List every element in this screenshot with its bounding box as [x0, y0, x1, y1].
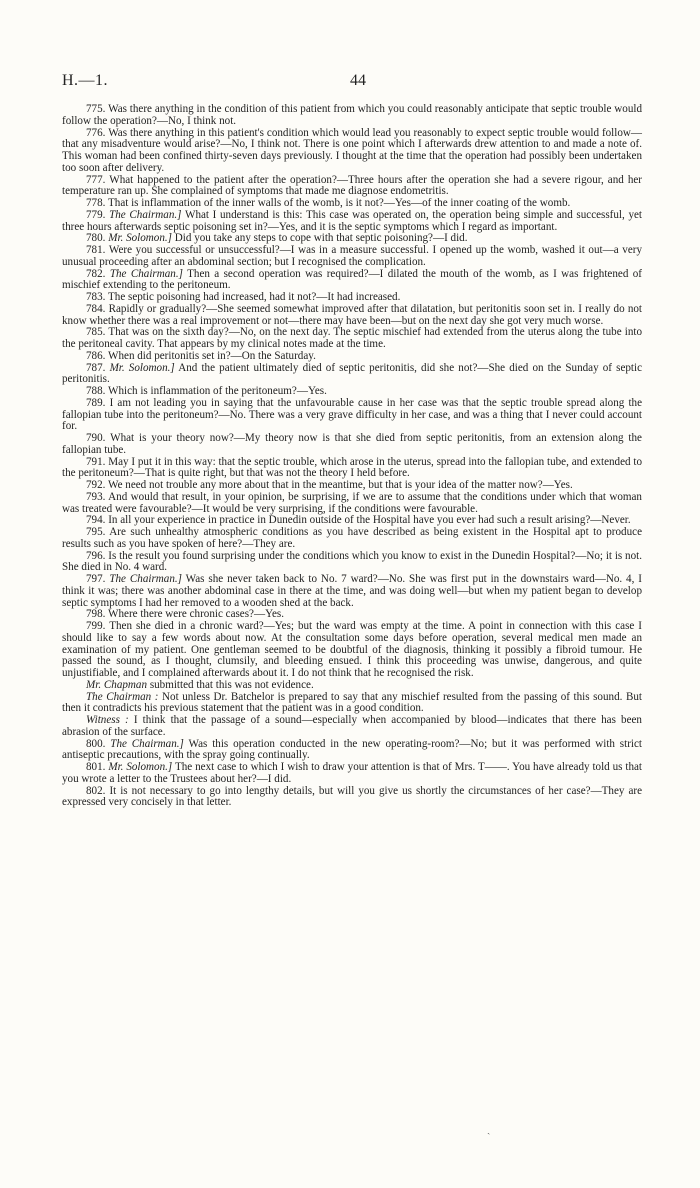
- paragraph-text: Was there anything in this patient's condition which would lead you reasonably to expect septic trouble would follow—that any misadventure would arise?—No, I think not. There is one point which I afterwards drew attention to and made a note of. This woman had been confined thirty-seven days previously. I thought at the time that the operation had possibly been undertaken too soon after delivery.: [62, 126, 643, 174]
- testimony-paragraph: [62, 398, 642, 433]
- question-number: 796.: [86, 549, 106, 562]
- page-number: 44: [350, 72, 366, 89]
- testimony-paragraph: [62, 327, 642, 351]
- question-number: 790.: [86, 432, 106, 444]
- testimony-paragraph: [62, 363, 642, 387]
- paragraph-text: Are such unhealthy atmospheric conditions as you have described as being existent in the Hospital apt to produce results such as you have spoken of here?—They are.: [62, 526, 642, 550]
- paragraph-text: Was this operation conducted in the new operating-room?—No; but it was performed with strict antiseptic precautions, with the spray going continually.: [62, 737, 642, 762]
- paragraph-text: Were you successful or unsuccessful?—I was in a measure successful. I opened up the womb, washed it out—a very unusual proceeding after an abdominal section; but I recognised the complication.: [62, 244, 642, 268]
- question-number: 780.: [86, 232, 106, 245]
- speaker-name: The Chairman.]: [109, 208, 182, 221]
- question-number: 777.: [86, 173, 106, 186]
- paragraph-text: Was she never taken back to No. 7 ward?—No. She was first put in the downstairs ward—No. 4, I think it was; there was another abdominal case in there at the time, and was doing well—but when my patient began to develop septic symptoms I had her removed to a wooden shed at the back.: [62, 573, 642, 609]
- paragraph-text: Is the result you found surprising under the conditions which you know to exist in the Dunedin Hospital?—No; it is not. She died in No. 4 ward.: [62, 549, 642, 574]
- paragraph-text: May I put it in this way: that the septic trouble, which arose in the uterus, spread into the fallopian tube, and extended to the peritoneum?—That is quite right, but that was not the theory I held before.: [62, 455, 642, 480]
- paragraph-text: Was there anything in the condition of this patient from which you could reasonably anticipate that septic trouble would follow the operation?—No, I think not.: [62, 103, 643, 127]
- paragraph-text: submitted that this was not evidence.: [149, 678, 314, 691]
- speaker-name: Mr. Solomon.]: [108, 232, 172, 245]
- paragraph-text: Which is inflammation of the peritoneum?—Yes.: [108, 385, 327, 397]
- paragraph-text: When did peritonitis set in?—On the Saturday.: [108, 349, 316, 362]
- speaker-name: Mr. Solomon.]: [109, 361, 175, 374]
- paragraph-text: Then she died in a chronic ward?—Yes; but the ward was empty at the time. A point in connection with this case I should like to say a few words about now. At the consultation some days before operation, several medical men made an examination of my patient. One gentleman seemed to be doubtful of the diagnosis, thinking it possibly a fibroid tumour. He passed the sound, as I thought, clumsily, and bleeding ensued. I think this proceeding was unwise, dangerous, and quite unjustifiable, and I complained afterwards about it. I do not think that he recognised the risk.: [62, 620, 642, 679]
- testimony-paragraph: [62, 786, 642, 810]
- speaker-name: Witness :: [86, 714, 129, 726]
- testimony-paragraph: [62, 128, 642, 175]
- paragraph-text: We need not trouble any more about that in the meantime, but that is your idea of the matter now?—Yes.: [108, 479, 573, 491]
- question-number: 779.: [86, 208, 106, 221]
- question-number: 791.: [86, 455, 106, 468]
- paragraph-text: In all your experience in practice in Dunedin outside of the Hospital have you ever had such a result arising?—Never.: [108, 514, 631, 527]
- question-number: 776.: [86, 126, 106, 139]
- question-number: 785.: [86, 326, 106, 339]
- testimony-paragraph: [62, 574, 642, 609]
- paragraph-text: Rapidly or gradually?—She seemed somewhat improved after that dilatation, but peritonitis soon set in. I really do not know whether there was a real improvement or not—there may have been—but on the next day she got very much worse.: [62, 302, 642, 327]
- question-number: 800.: [86, 737, 106, 750]
- paragraph-text: Did you take any steps to cope with that septic poisoning?—I did.: [174, 232, 468, 245]
- speaker-name: The Chairman.]: [109, 573, 182, 585]
- testimony-paragraph: [62, 433, 642, 457]
- question-number: 778.: [86, 197, 106, 209]
- testimony-paragraph: [62, 304, 642, 328]
- testimony-paragraph: [62, 269, 642, 293]
- paragraph-text: Where there were chronic cases?—Yes.: [108, 608, 284, 621]
- question-number: 787.: [86, 361, 106, 374]
- question-number: 781.: [86, 244, 106, 256]
- testimony-paragraph: [62, 210, 642, 234]
- question-number: 786.: [86, 349, 106, 362]
- question-number: 782.: [86, 267, 106, 280]
- paragraph-text: What happened to the patient after the operation?—Three hours after the operation she had a severe rigour, and her temperature ran up. She complained of symptoms that made me diagnose endometritis.: [62, 173, 642, 198]
- testimony-paragraph: [62, 621, 642, 680]
- question-number: 793.: [86, 490, 106, 503]
- paragraph-text: Not unless Dr. Batchelor is prepared to say that any mischief resulted from the passing of this sound. But then it contradicts his previous statement that the patient was in a good condition.: [62, 690, 642, 715]
- paragraph-text: What I understand is this: This case was operated on, the operation being simple and successful, yet three hours afterwards septic poisoning set in?—Yes, and it is the septic symptoms which I regard as important.: [62, 208, 642, 233]
- question-number: 795.: [86, 526, 106, 538]
- testimony-paragraph: [62, 551, 642, 575]
- question-number: 775.: [86, 103, 106, 115]
- paragraph-text: And the patient ultimately died of septic peritonitis, did she not?—She died on the Sunday of septic peritonitis.: [62, 361, 643, 386]
- question-number: 789.: [86, 396, 106, 409]
- question-number: 783.: [86, 291, 106, 303]
- testimony-paragraph: [62, 527, 642, 551]
- stray-mark: ˎ: [487, 1124, 491, 1135]
- question-number: 792.: [86, 479, 106, 491]
- question-number: 798.: [86, 608, 106, 621]
- paragraph-text: Then a second operation was required?—I dilated the mouth of the womb, as I was frightened of mischief extending to the peritoneum.: [62, 267, 642, 292]
- page-header: [62, 72, 642, 92]
- question-number: 801.: [86, 761, 106, 773]
- question-number: 788.: [86, 385, 106, 397]
- question-number: 799.: [86, 620, 106, 632]
- paragraph-text: That is inflammation of the inner walls of the womb, is it not?—Yes—of the inner coating of the womb.: [108, 197, 571, 209]
- question-number: 802.: [86, 784, 106, 797]
- speaker-name: The Chairman :: [86, 690, 159, 703]
- testimony-paragraph: [62, 245, 642, 269]
- paragraph-text: I am not leading you in saying that the unfavourable cause in her case was that the septic trouble spread along the fallopian tube into the peritoneum?—No. There was a very grave difficulty in her case, and was a thing that I never could account for.: [62, 396, 642, 433]
- paragraph-text: What is your theory now?—My theory now is that she died from septic peritonitis, from an extension along the fallopian tube.: [62, 432, 642, 456]
- paragraph-text: The septic poisoning had increased, had it not?—It had increased.: [108, 291, 401, 303]
- testimony-body: [62, 104, 642, 809]
- testimony-paragraph: [62, 457, 642, 481]
- paragraph-text: It is not necessary to go into lengthy details, but will you give us shortly the circumstances of her case?—They are expressed very concisely in that letter.: [62, 784, 642, 809]
- speaker-name: The Chairman.]: [110, 737, 184, 750]
- testimony-paragraph: [62, 739, 642, 763]
- paragraph-text: I think that the passage of a sound—especially when accompanied by blood—indicates that there has been abrasion of the surface.: [62, 714, 642, 738]
- paragraph-text: The next case to which I wish to draw your attention is that of Mrs. T——. You have already told us that you wrote a letter to the Trustees about her?—I did.: [62, 761, 642, 785]
- speaker-name: The Chairman.]: [109, 267, 183, 280]
- paragraph-text: That was on the sixth day?—No, on the next day. The septic mischief had extended from the uterus along the tube into the peritoneal cavity. That appears by my clinical notes made at the time.: [62, 326, 643, 350]
- testimony-paragraph: [62, 492, 642, 516]
- paragraph-text: And would that result, in your opinion, be surprising, if we are to assume that the conditions under which that woman was treated were favourable?—It would be very surprising, if the conditions were favourable.: [62, 490, 642, 515]
- testimony-paragraph: [62, 175, 642, 199]
- question-number: 797.: [86, 573, 106, 585]
- testimony-paragraph: [62, 762, 642, 786]
- speaker-name: Mr. Chapman: [86, 678, 148, 691]
- testimony-paragraph: [62, 104, 642, 128]
- question-number: 784.: [86, 302, 106, 315]
- question-number: 794.: [86, 514, 106, 527]
- testimony-paragraph: [62, 692, 642, 716]
- document-reference: H.—1.: [62, 72, 109, 89]
- speaker-name: Mr. Solomon.]: [108, 761, 173, 773]
- testimony-paragraph: [62, 715, 642, 739]
